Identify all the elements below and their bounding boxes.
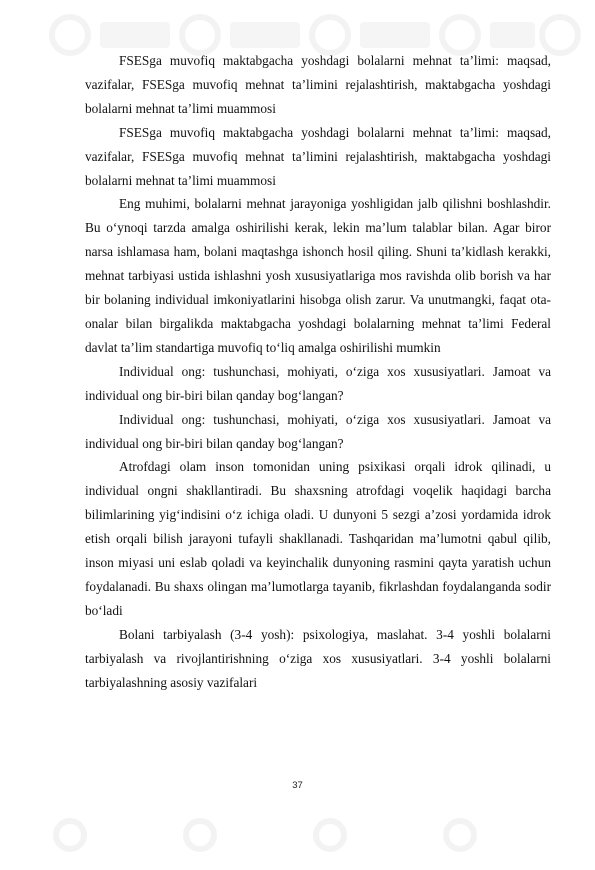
paragraph: Atrofdagi olam inson tomonidan uning psixikasi orqali idrok qilinadi, u individual ongni shakllantiradi. Bu shaxsning atrofdagi voqelik haqidagi barcha bilimlarining yig‘indisini o‘z ichiga oladi. U dunyoni 5 sezgi a’zosi yordamida idrok etish orqali bilish jarayoni tufayli shakllanadi. Tashqaridan ma’lumotni qabul qilib, inson miyasi uni eslab qoladi va keyinchalik dunyoning rasmini qayta yaratish uchun foydalanadi. Bu shaxs olingan ma’lumotlarga tayanib, fikrlashdan foydalanganda sodir bo‘ladi bbox=[85, 459, 551, 618]
watermark-background-bottom bbox=[0, 800, 595, 870]
paragraph: Bolani tarbiyalash (3-4 yosh): psixologiya, maslahat. 3-4 yoshli bolalarni tarbiyalash va rivojlantirishning o‘ziga xos xususiyatlari. 3-4 yoshli bolalarni tarbiyalashning asosiy vazifalari bbox=[85, 626, 551, 690]
paragraph: FSESga muvofiq maktabgacha yoshdagi bolalarni mehnat ta’limi: maqsad, vazifalar, FSESga muvofiq mehnat ta’limini rejalashtirish, maktabgacha yoshdagi bolalarni mehnat ta’limi muammosi bbox=[85, 124, 551, 188]
paragraph: FSESga muvofiq maktabgacha yoshdagi bolalarni mehnat ta’limi: maqsad, vazifalar, FSESga muvofiq mehnat ta’limini rejalashtirish, maktabgacha yoshdagi bolalarni mehnat ta’limi muammosi bbox=[85, 53, 551, 116]
paragraph: Individual ong: tushunchasi, mohiyati, o‘ziga xos xususiyatlari. Jamoat va individual ong bir-biri bilan qanday bog‘langan? bbox=[85, 363, 551, 403]
page-number: 37 bbox=[292, 780, 303, 791]
document-body bbox=[85, 49, 551, 694]
paragraph: Individual ong: tushunchasi, mohiyati, o‘ziga xos xususiyatlari. Jamoat va individual ong bir-biri bilan qanday bog‘langan? bbox=[85, 411, 551, 451]
paragraph: Eng muhimi, bolalarni mehnat jarayoniga yoshligidan jalb qilishni boshlashdir. Bu o‘ynoqi tarzda amalga oshirilishi kerak, lekin ma’lum talablar bilan. Agar biror narsa ishlamasa ham, bolani maqtashga ishonch hosil qiling. Shuni ta’kidlash kerakki, mehnat tarbiyasi ustida ishlashni yosh xususiyatlariga mos ravishda olib borish va har bir bolaning individual imkoniyatlarini hisobga olish zarur. Va unutmangki, faqat ota-onalar bilan birgalikda maktabgacha yoshdagi bolalarning mehnat ta’limi Federal davlat ta’lim standartiga muvofiq to‘liq amalga oshirilishi mumkin bbox=[85, 196, 551, 355]
